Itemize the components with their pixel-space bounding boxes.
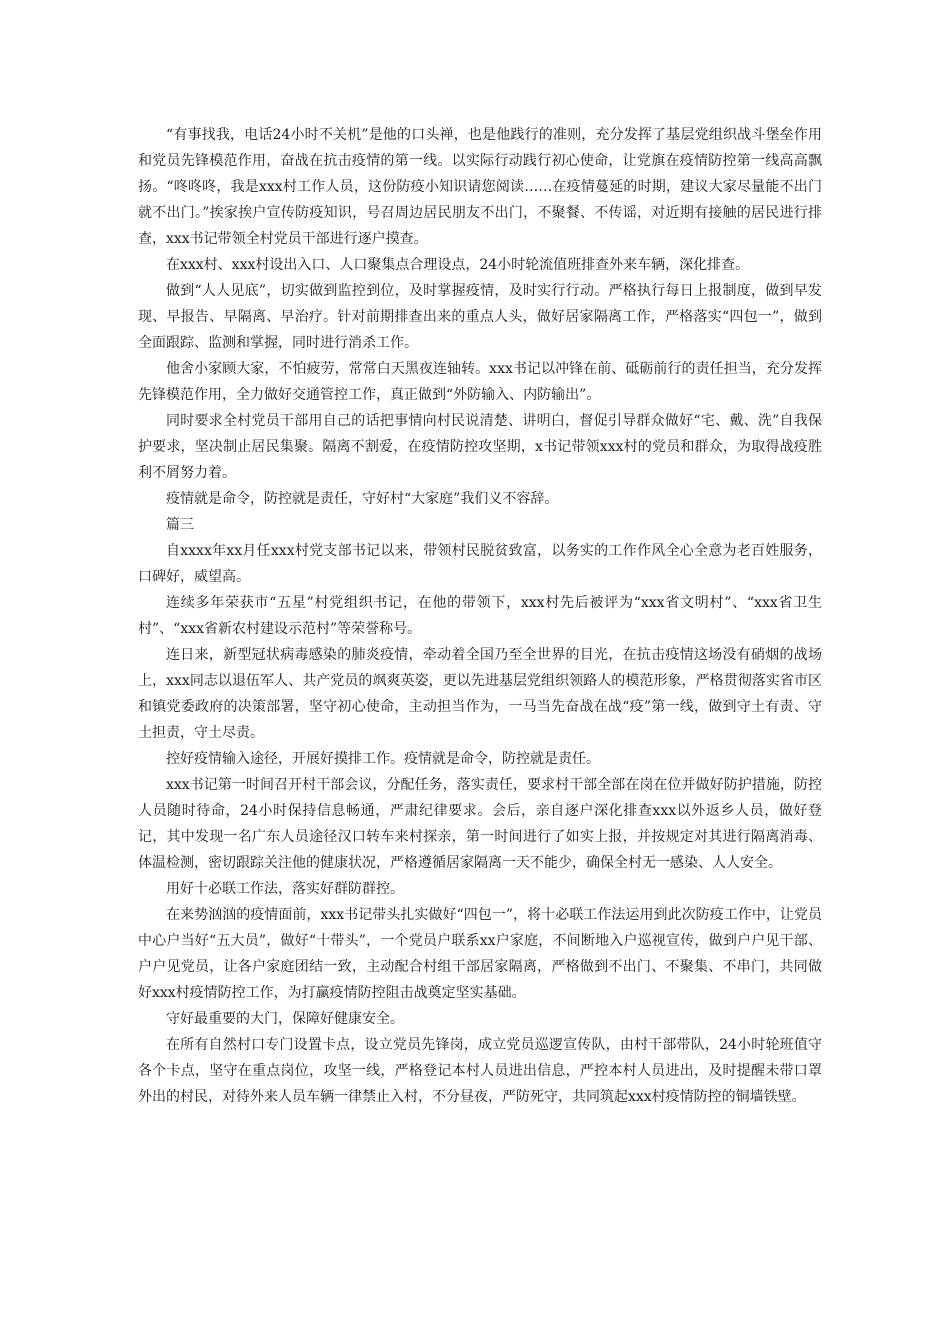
paragraph-2: 在xxx村、xxx村设出入口、人口聚集点合理设点，24小时轮流值班排查外来车辆，深化排查。 bbox=[166, 257, 750, 273]
document-page bbox=[138, 122, 822, 1110]
paragraph-13: 在来势汹汹的疫情面前，xxx书记带头扎实做好“四包一”，将十必联工作法运用到此次防疫工作中，让党员中心户当好“五大员”，做好“十带头”，一个党员户联系xx户家庭，不间断地入户巡视宣传，做到户户见干部、户户见党员，让各户家庭团结一致，主动配合村组干部居家隔离，严格做到不出门、不聚集、不串门，共同做好xxx村疫情防控工作，为打赢疫情防控阻击战奠定坚实基础。 bbox=[138, 907, 822, 1001]
paragraph-4: 他舍小家顾大家，不怕疲劳，常常白天黑夜连轴转。xxx书记以冲锋在前、砥砺前行的责任担当，充分发挥先锋模范作用，全力做好交通管控工作，真正做到“外防输入、内防输出”。 bbox=[138, 361, 822, 403]
paragraph-3: 做到“人人见底”，切实做到监控到位，及时掌握疫情，及时实行行动。严格执行每日上报制度，做到早发现、早报告、早隔离、早治疗。针对前期排查出来的重点人头，做好居家隔离工作，严格落实“四包一”，做到全面跟踪、监测和掌握，同时进行消杀工作。 bbox=[138, 283, 822, 351]
paragraph-5: 同时要求全村党员干部用自己的话把事情向村民说清楚、讲明白，督促引导群众做好“宅、戴、洗”自我保护要求，坚决制止居民集聚。隔离不割爱，在疫情防控攻坚期，x书记带领xxx村的党员和群众，为取得战疫胜利不屑努力着。 bbox=[138, 413, 822, 481]
paragraph-7: 自xxxx年xx月任xxx村党支部书记以来，带领村民脱贫致富，以务实的工作作风全心全意为老百姓服务，口碑好，威望高。 bbox=[138, 543, 822, 585]
paragraph-9: 连日来，新型冠状病毒感染的肺炎疫情，牵动着全国乃至全世界的目光，在抗击疫情这场没有硝烟的战场上，xxx同志以退伍军人、共产党员的飒爽英姿，更以先进基层党组织领路人的模范形象，严格贯彻落实省市区和镇党委政府的决策部署，坚守初心使命，主动担当作为，一马当先奋战在战“疫”第一线，做到守土有责、守土担责，守土尽责。 bbox=[138, 647, 822, 741]
paragraph-6: 疫情就是命令，防控就是责任，守好村“大家庭”我们义不容辞。 bbox=[166, 491, 559, 507]
paragraph-10: 控好疫情输入途径，开展好摸排工作。疫情就是命令，防控就是责任。 bbox=[166, 751, 600, 767]
paragraph-8: 连续多年荣获市“五星”村党组织书记，在他的带领下，xxx村先后被评为“xxx省文明村”、“xxx省卫生村”、“xxx省新农村建设示范村”等荣誉称号。 bbox=[138, 595, 822, 637]
paragraph-12: 用好十必联工作法，落实好群防群控。 bbox=[166, 881, 404, 897]
paragraph-14: 守好最重要的大门，保障好健康安全。 bbox=[166, 1011, 404, 1027]
section-heading: 篇三 bbox=[166, 517, 194, 533]
paragraph-1: “有事找我，电话24小时不关机”是他的口头禅，也是他践行的准则，充分发挥了基层党组织战斗堡垒作用和党员先锋模范作用，奋战在抗击疫情的第一线。以实际行动践行初心使命，让党旗在疫情防控第一线高高飘扬。“咚咚咚，我是xxx村工作人员，这份防疫小知识请您阅读……在疫情蔓延的时期，建议大家尽量能不出门就不出门。”挨家挨户宣传防疫知识，号召周边居民朋友不出门，不聚餐、不传谣，对近期有接触的居民进行排查，xxx书记带领全村党员干部进行逐户摸查。 bbox=[138, 127, 822, 247]
paragraph-11: xxx书记第一时间召开村干部会议，分配任务，落实责任，要求村干部全部在岗在位并做好防护措施，防控人员随时待命，24小时保持信息畅通，严肃纪律要求。会后，亲自逐户深化排查xxx以外返乡人员，做好登记，其中发现一名广东人员途径汉口转车来村探亲，第一时间进行了如实上报，并按规定对其进行隔离消毒、体温检测，密切跟踪关注他的健康状况，严格遵循居家隔离一天不能少，确保全村无一感染、人人安全。 bbox=[138, 777, 822, 871]
paragraph-15: 在所有自然村口专门设置卡点，设立党员先锋岗，成立党员巡逻宣传队，由村干部带队，24小时轮班值守各个卡点，坚守在重点岗位，攻坚一线，严格登记本村人员进出信息，严控本村人员进出，及时提醒未带口罩外出的村民，对待外来人员车辆一律禁止入村，不分昼夜，严防死守，共同筑起xxx村疫情防控的铜墙铁壁。 bbox=[138, 1037, 822, 1105]
